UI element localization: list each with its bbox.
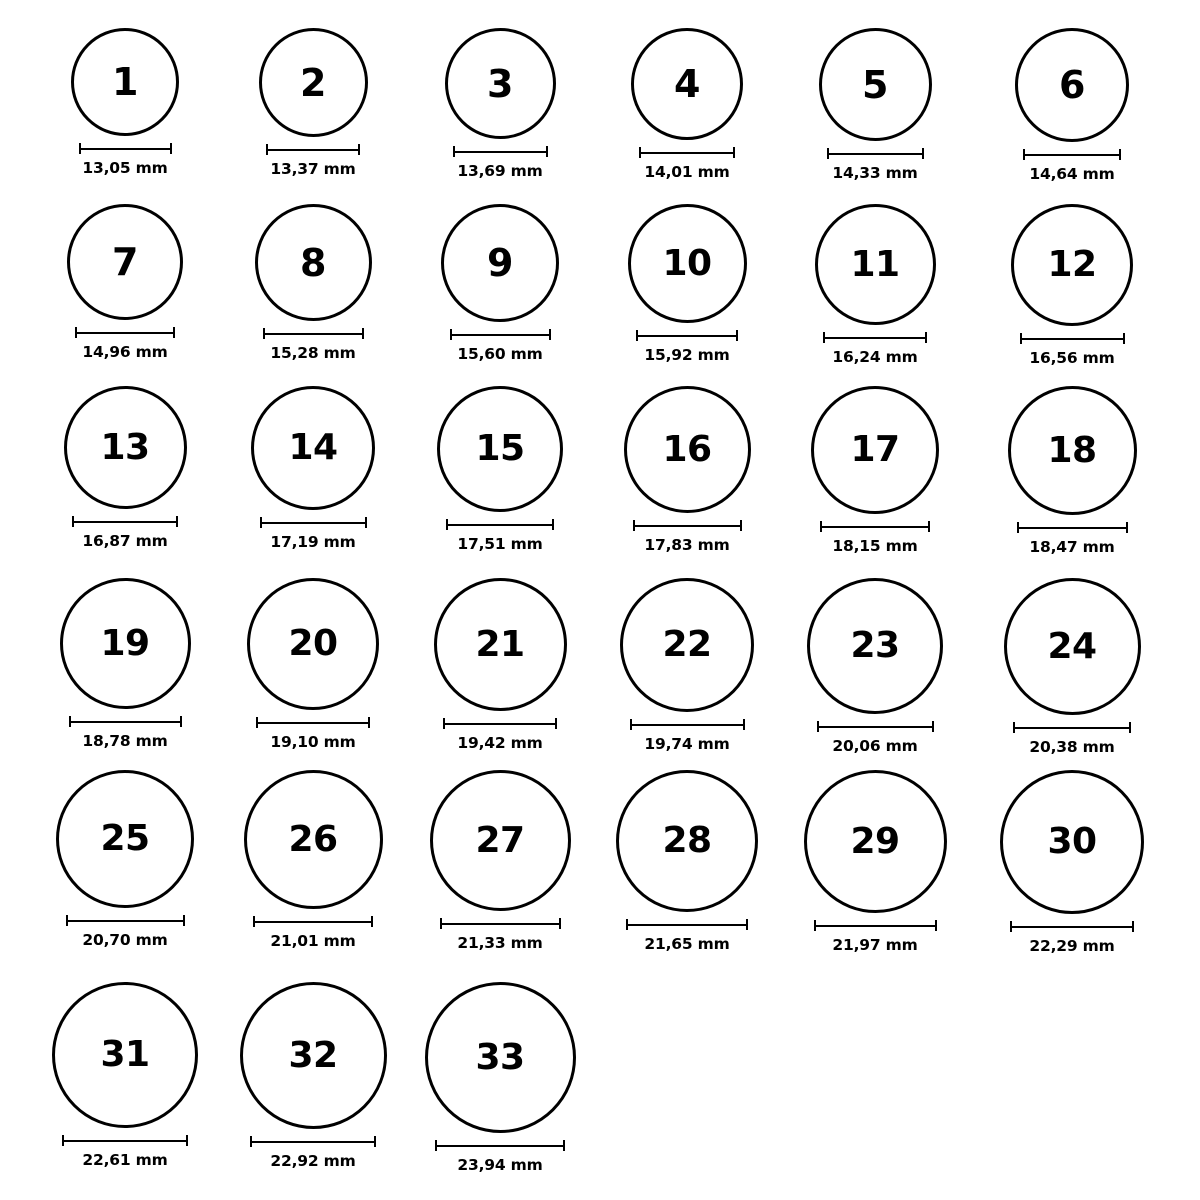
- ring-size-number: 8: [300, 240, 326, 285]
- ring-size-cell: [35, 578, 215, 750]
- ring-circle: [56, 770, 194, 908]
- diameter-label: 21,97 mm: [832, 936, 918, 954]
- measure-line: [450, 334, 551, 336]
- ring-circle: [240, 982, 387, 1129]
- diameter-measure-bar: [79, 143, 172, 154]
- ring-size-cell: [410, 28, 590, 180]
- diameter-measure-bar: [266, 144, 360, 155]
- measure-cap-right: [176, 516, 178, 527]
- diameter-label: 23,94 mm: [457, 1156, 543, 1174]
- measure-cap-left: [639, 147, 641, 158]
- ring-circle: [819, 28, 932, 141]
- measure-cap-left: [1020, 333, 1022, 344]
- ring-size-number: 19: [100, 622, 150, 664]
- measure-line: [79, 148, 172, 150]
- ring-circle: [52, 982, 198, 1128]
- measure-line: [639, 152, 735, 154]
- measure-cap-right: [170, 143, 172, 154]
- ring-size-cell: [785, 578, 965, 755]
- measure-cap-right: [1132, 921, 1134, 932]
- measure-cap-left: [450, 329, 452, 340]
- measure-cap-right: [563, 1140, 565, 1151]
- ring-circle: [1015, 28, 1129, 142]
- measure-cap-right: [555, 718, 557, 729]
- ring-size-number: 12: [1047, 244, 1097, 285]
- diameter-label: 14,64 mm: [1029, 165, 1115, 183]
- diameter-measure-bar: [1023, 149, 1121, 160]
- diameter-measure-bar: [440, 918, 561, 929]
- diameter-label: 21,65 mm: [644, 935, 730, 953]
- measure-cap-right: [371, 916, 373, 927]
- ring-circle: [60, 578, 191, 709]
- measure-line: [633, 525, 742, 527]
- diameter-label: 17,83 mm: [644, 536, 730, 554]
- diameter-label: 21,01 mm: [270, 932, 356, 950]
- ring-size-number: 25: [100, 818, 150, 859]
- ring-size-number: 24: [1047, 625, 1097, 667]
- ring-circle: [616, 770, 758, 912]
- ring-size-cell: [785, 28, 965, 182]
- ring-size-cell: [982, 28, 1162, 183]
- ring-size-number: 15: [475, 428, 525, 469]
- ring-circle: [244, 770, 383, 909]
- ring-size-number: 18: [1047, 429, 1097, 471]
- diameter-measure-bar: [639, 147, 735, 158]
- diameter-label: 14,33 mm: [832, 164, 918, 182]
- measure-cap-right: [746, 919, 748, 930]
- ring-circle: [631, 28, 743, 140]
- measure-cap-right: [549, 329, 551, 340]
- ring-circle: [247, 578, 379, 710]
- measure-cap-left: [69, 716, 71, 727]
- measure-cap-left: [633, 520, 635, 531]
- measure-cap-left: [266, 144, 268, 155]
- ring-circle: [425, 982, 576, 1133]
- measure-cap-right: [546, 146, 548, 157]
- ring-size-number: 23: [850, 625, 900, 666]
- ring-size-cell: [597, 770, 777, 953]
- diameter-measure-bar: [256, 717, 370, 728]
- diameter-measure-bar: [66, 915, 185, 926]
- diameter-measure-bar: [827, 148, 924, 159]
- ring-size-cell: [597, 28, 777, 181]
- diameter-label: 21,33 mm: [457, 934, 543, 952]
- ring-size-number: 13: [100, 426, 150, 468]
- diameter-measure-bar: [62, 1135, 188, 1146]
- measure-cap-left: [440, 918, 442, 929]
- diameter-measure-bar: [626, 919, 748, 930]
- measure-cap-right: [932, 721, 934, 732]
- ring-size-number: 22: [662, 624, 712, 665]
- ring-size-cell: [597, 204, 777, 364]
- measure-cap-right: [186, 1135, 188, 1146]
- measure-cap-left: [75, 327, 77, 338]
- measure-cap-right: [374, 1136, 376, 1147]
- diameter-measure-bar: [1010, 921, 1134, 932]
- measure-line: [1020, 338, 1125, 340]
- ring-circle: [251, 386, 375, 510]
- measure-cap-right: [362, 328, 364, 339]
- measure-line: [817, 726, 934, 728]
- measure-cap-left: [1013, 722, 1015, 733]
- ring-circle: [620, 578, 754, 712]
- ring-size-cell: [35, 770, 215, 949]
- measure-line: [446, 524, 554, 526]
- diameter-measure-bar: [630, 719, 745, 730]
- ring-size-cell: [35, 982, 215, 1169]
- diameter-label: 17,19 mm: [270, 533, 356, 551]
- diameter-measure-bar: [69, 716, 182, 727]
- ring-size-number: 7: [112, 240, 138, 284]
- measure-line: [440, 923, 561, 925]
- diameter-measure-bar: [450, 329, 551, 340]
- diameter-label: 16,56 mm: [1029, 349, 1115, 367]
- measure-cap-right: [736, 330, 738, 341]
- measure-cap-right: [733, 147, 735, 158]
- ring-size-cell: [223, 386, 403, 551]
- measure-cap-right: [365, 517, 367, 528]
- ring-size-number: 17: [850, 429, 900, 470]
- ring-size-cell: [35, 28, 215, 177]
- ring-size-number: 30: [1047, 821, 1097, 862]
- measure-cap-right: [559, 918, 561, 929]
- diameter-label: 22,29 mm: [1029, 937, 1115, 955]
- ring-circle: [1000, 770, 1144, 914]
- measure-cap-right: [925, 332, 927, 343]
- measure-cap-right: [743, 719, 745, 730]
- measure-cap-right: [173, 327, 175, 338]
- diameter-measure-bar: [817, 721, 934, 732]
- measure-line: [256, 722, 370, 724]
- diameter-measure-bar: [823, 332, 927, 343]
- measure-cap-right: [1123, 333, 1125, 344]
- ring-size-cell: [410, 386, 590, 553]
- diameter-label: 13,05 mm: [82, 159, 168, 177]
- measure-line: [823, 337, 927, 339]
- diameter-measure-bar: [443, 718, 557, 729]
- diameter-measure-bar: [253, 916, 373, 927]
- ring-circle: [430, 770, 571, 911]
- diameter-measure-bar: [1017, 522, 1128, 533]
- ring-size-number: 27: [475, 819, 525, 861]
- measure-line: [66, 920, 185, 922]
- measure-cap-right: [180, 716, 182, 727]
- diameter-measure-bar: [263, 328, 364, 339]
- measure-cap-left: [630, 719, 632, 730]
- ring-size-number: 6: [1059, 63, 1085, 107]
- ring-size-number: 5: [862, 62, 888, 107]
- diameter-measure-bar: [250, 1136, 376, 1147]
- measure-line: [827, 153, 924, 155]
- ring-circle: [259, 28, 368, 137]
- measure-cap-left: [827, 148, 829, 159]
- measure-cap-left: [1010, 921, 1012, 932]
- ring-circle: [434, 578, 567, 711]
- measure-cap-left: [817, 721, 819, 732]
- ring-size-cell: [982, 386, 1162, 556]
- diameter-label: 14,96 mm: [82, 343, 168, 361]
- measure-cap-left: [250, 1136, 252, 1147]
- measure-line: [443, 723, 557, 725]
- diameter-label: 20,06 mm: [832, 737, 918, 755]
- ring-size-number: 4: [674, 62, 700, 106]
- diameter-measure-bar: [453, 146, 548, 157]
- measure-cap-left: [820, 521, 822, 532]
- measure-line: [1023, 154, 1121, 156]
- ring-circle: [628, 204, 747, 323]
- measure-cap-right: [928, 521, 930, 532]
- diameter-measure-bar: [633, 520, 742, 531]
- diameter-label: 16,24 mm: [832, 348, 918, 366]
- measure-cap-right: [922, 148, 924, 159]
- measure-line: [1010, 926, 1134, 928]
- diameter-label: 19,42 mm: [457, 734, 543, 752]
- diameter-label: 18,15 mm: [832, 537, 918, 555]
- diameter-label: 20,38 mm: [1029, 738, 1115, 756]
- measure-line: [636, 335, 738, 337]
- ring-size-cell: [410, 770, 590, 952]
- measure-cap-right: [183, 915, 185, 926]
- measure-cap-right: [552, 519, 554, 530]
- diameter-label: 14,01 mm: [644, 163, 730, 181]
- measure-line: [69, 721, 182, 723]
- ring-size-number: 1: [112, 60, 138, 104]
- measure-cap-left: [72, 516, 74, 527]
- ring-size-cell: [410, 204, 590, 363]
- measure-line: [263, 333, 364, 335]
- ring-size-cell: [223, 982, 403, 1170]
- diameter-measure-bar: [814, 920, 937, 931]
- diameter-label: 22,61 mm: [82, 1151, 168, 1169]
- diameter-measure-bar: [72, 516, 178, 527]
- ring-size-cell: [785, 386, 965, 555]
- ring-circle: [437, 386, 563, 512]
- diameter-measure-bar: [820, 521, 930, 532]
- measure-cap-left: [823, 332, 825, 343]
- ring-size-number: 28: [662, 820, 712, 861]
- measure-cap-left: [62, 1135, 64, 1146]
- ring-size-cell: [223, 204, 403, 362]
- measure-cap-left: [636, 330, 638, 341]
- measure-cap-left: [435, 1140, 437, 1151]
- measure-line: [630, 724, 745, 726]
- measure-cap-left: [443, 718, 445, 729]
- ring-circle: [71, 28, 179, 136]
- measure-cap-left: [79, 143, 81, 154]
- ring-circle: [67, 204, 183, 320]
- measure-cap-left: [1023, 149, 1025, 160]
- ring-size-cell: [35, 386, 215, 550]
- measure-cap-left: [626, 919, 628, 930]
- measure-cap-left: [66, 915, 68, 926]
- measure-line: [266, 149, 360, 151]
- measure-cap-right: [740, 520, 742, 531]
- measure-line: [1013, 727, 1131, 729]
- diameter-measure-bar: [75, 327, 175, 338]
- ring-circle: [804, 770, 947, 913]
- ring-size-number: 26: [288, 818, 338, 860]
- ring-size-cell: [785, 770, 965, 954]
- measure-cap-right: [935, 920, 937, 931]
- ring-size-number: 10: [662, 242, 712, 284]
- ring-circle: [807, 578, 943, 714]
- measure-line: [75, 332, 175, 334]
- measure-cap-left: [446, 519, 448, 530]
- measure-cap-right: [358, 144, 360, 155]
- ring-circle: [445, 28, 556, 139]
- ring-size-cell: [223, 578, 403, 751]
- ring-size-number: 2: [300, 60, 326, 105]
- ring-circle: [1008, 386, 1137, 515]
- diameter-measure-bar: [1020, 333, 1125, 344]
- ring-size-number: 33: [475, 1036, 525, 1078]
- measure-line: [814, 925, 937, 927]
- diameter-label: 19,10 mm: [270, 733, 356, 751]
- measure-line: [453, 151, 548, 153]
- diameter-label: 16,87 mm: [82, 532, 168, 550]
- measure-line: [626, 924, 748, 926]
- diameter-label: 18,78 mm: [82, 732, 168, 750]
- ring-size-number: 32: [288, 1034, 338, 1076]
- diameter-label: 22,92 mm: [270, 1152, 356, 1170]
- ring-circle: [815, 204, 936, 325]
- diameter-measure-bar: [1013, 722, 1131, 733]
- measure-line: [260, 522, 367, 524]
- diameter-label: 13,69 mm: [457, 162, 543, 180]
- measure-cap-left: [263, 328, 265, 339]
- measure-line: [72, 521, 178, 523]
- ring-circle: [624, 386, 751, 513]
- measure-cap-right: [1129, 722, 1131, 733]
- ring-circle: [811, 386, 939, 514]
- measure-cap-left: [814, 920, 816, 931]
- ring-size-cell: [597, 578, 777, 753]
- measure-line: [435, 1145, 565, 1147]
- ring-size-number: 14: [288, 427, 338, 468]
- ring-size-number: 21: [475, 623, 525, 665]
- ring-circle: [1004, 578, 1141, 715]
- ring-size-cell: [982, 204, 1162, 367]
- diameter-label: 18,47 mm: [1029, 538, 1115, 556]
- ring-size-cell: [982, 770, 1162, 955]
- diameter-label: 17,51 mm: [457, 535, 543, 553]
- measure-cap-left: [260, 517, 262, 528]
- measure-cap-left: [256, 717, 258, 728]
- ring-circle: [64, 386, 187, 509]
- diameter-label: 19,74 mm: [644, 735, 730, 753]
- diameter-label: 15,60 mm: [457, 345, 543, 363]
- ring-circle: [255, 204, 372, 321]
- ring-size-cell: [410, 578, 590, 752]
- diameter-label: 15,92 mm: [644, 346, 730, 364]
- ring-size-number: 9: [487, 241, 513, 285]
- ring-size-cell: [597, 386, 777, 554]
- measure-cap-right: [1126, 522, 1128, 533]
- measure-cap-right: [368, 717, 370, 728]
- measure-line: [62, 1140, 188, 1142]
- measure-line: [1017, 527, 1128, 529]
- diameter-measure-bar: [446, 519, 554, 530]
- ring-size-number: 29: [850, 820, 900, 862]
- diameter-label: 15,28 mm: [270, 344, 356, 362]
- diameter-measure-bar: [636, 330, 738, 341]
- ring-size-number: 20: [288, 623, 338, 664]
- ring-size-cell: [223, 770, 403, 950]
- ring-size-number: 31: [100, 1034, 150, 1075]
- ring-size-number: 3: [487, 61, 513, 106]
- ring-circle: [441, 204, 559, 322]
- measure-cap-left: [453, 146, 455, 157]
- ring-size-cell: [35, 204, 215, 361]
- diameter-label: 13,37 mm: [270, 160, 356, 178]
- ring-size-cell: [410, 982, 590, 1174]
- ring-size-number: 11: [850, 243, 900, 285]
- measure-cap-right: [1119, 149, 1121, 160]
- ring-size-number: 16: [662, 428, 712, 470]
- measure-cap-left: [253, 916, 255, 927]
- measure-line: [253, 921, 373, 923]
- diameter-label: 20,70 mm: [82, 931, 168, 949]
- measure-cap-left: [1017, 522, 1019, 533]
- measure-line: [820, 526, 930, 528]
- measure-line: [250, 1141, 376, 1143]
- diameter-measure-bar: [260, 517, 367, 528]
- ring-circle: [1011, 204, 1133, 326]
- diameter-measure-bar: [435, 1140, 565, 1151]
- ring-size-cell: [982, 578, 1162, 756]
- ring-size-cell: [785, 204, 965, 366]
- ring-size-cell: [223, 28, 403, 178]
